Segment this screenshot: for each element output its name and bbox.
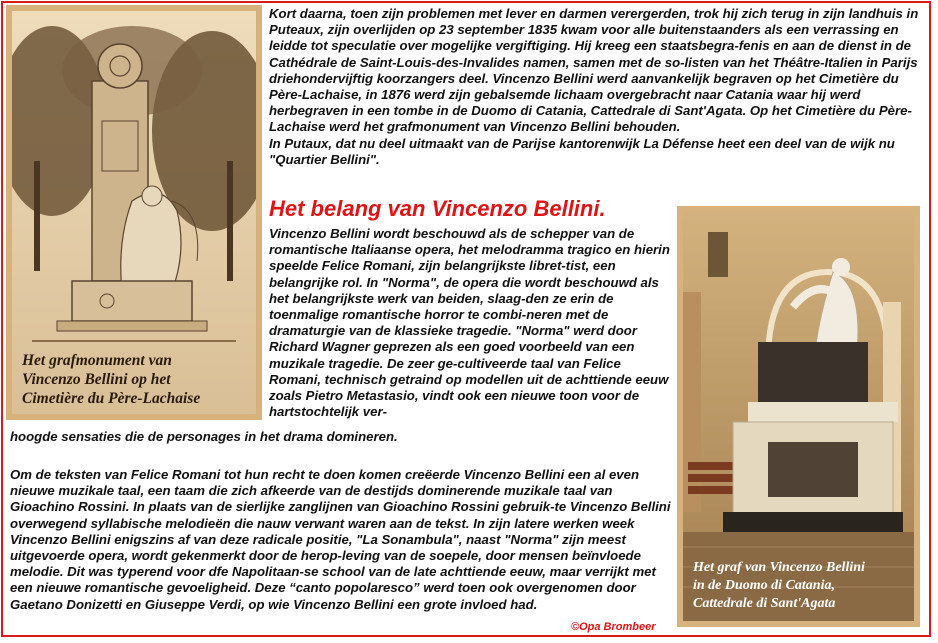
- section-paragraph-1-cont: hoogde sensaties die de personages in het drama domineren.: [10, 429, 398, 444]
- credit-label: ©Opa Brombeer: [571, 621, 656, 633]
- caption-line: Het graf van Vincenzo Bellini: [693, 560, 865, 575]
- caption-line: Het grafmonument van: [22, 352, 172, 369]
- intro-paragraph: [269, 6, 919, 168]
- monument-caption: [12, 351, 256, 408]
- tomb-caption: [683, 559, 914, 613]
- caption-line: in de Duomo di Catania,: [693, 578, 835, 593]
- section-paragraph-1: Vincenzo Bellini wordt beschouwd als de schepper van de romantische Italiaanse opera, het melodramma tragico en hierin speelde Felice Romani, zijn belangrijkste libret-tist, een belangrijke rol. In "Norma", de opera die wordt beschouwd als het belangrijkste werk van beiden, slaag-den ze erin de toenmalige romantische horror te combi-neren met de dramaturgie van de klassieke tragedie. "Norma" werd door Richard Wagner geprezen als een goed voorbeeld van een muzikale tragedie. De zeer ge-cultiveerde taal van Felice Romani, technisch getraind op modellen uit de achttiende eeuw zoals Pietro Metastasio, vindt ook een nieuwe toon voor de hartstochtelijk ver-: [269, 226, 670, 420]
- section-heading: Het belang van Vincenzo Bellini.: [269, 196, 606, 221]
- caption-line: Cattedrale di Sant'Agata: [693, 596, 836, 611]
- monument-photo: [6, 5, 262, 420]
- caption-line: Vincenzo Bellini op het: [22, 371, 171, 388]
- section-paragraph-2: Om de teksten van Felice Romani tot hun recht te doen komen creëerde Vincenzo Bellini een al even nieuwe muzikale taal, een taam die zich afkeerde van de destijds dominerende muzikale taal van Gioachino Rossini. In plaats van de sierlijke zanglijnen van Gioachino Rossini gebruik-te Vincenzo Bellini overwegend syllabische melodieën die nauw verwant waren aan de tekst. In zijn latere werken week Vincenzo Bellini enigszins af van deze radicale positie, "La Sonambula", naast "Norma" zijn meest uitgevoerde opera, wordt gekenmerkt door de herop-leving van de soepele, door mensen beïnvloede melodie. Dit was typerend voor dfe Napolitaan-se school van de late achttiende eeuw, maar verrijkt met een nieuwe romantische gevoeligheid. Deze “canto popolaresco” werd toen ook overgenomen door Gaetano Donizetti en Giuseppe Verdi, op wie Vincenzo Bellini een grote invloed had.: [10, 467, 671, 612]
- caption-line: Cimetière du Père-Lachaise: [22, 390, 201, 407]
- tomb-photo: [677, 206, 920, 627]
- intro-text: Kort daarna, toen zijn problemen met lever en darmen verergerden, trok hij zich terug in zijn landhuis in Puteaux, zijn overlijden op 23 september 1835 kwam voor alle buitenstaanders als een verrassing en leidde tot speculatie over mogelijke vergiftiging. Hij kreeg een staatsbegra-fenis en aan de dienst in de Cathédrale de Saint-Louis-des-Invalides namen, samen met de so-listen van het Théâtre-Italien in Parijs driehondervijftig koorzangers deel. Vincenzo Bellini werd aanvankelijk begraven op het Cimetière du Père-Lachaise, in 1876 werd zijn gebalsemde lichaam overgebracht naar Catania waar hij werd herbegraven in een tombe in de Duomo di Catania, Cattedrale di Sant'Agata. Op het Cimetière du Père-Lachaise werd het grafmonument van Vincenzo Bellini behouden.: [269, 6, 919, 135]
- intro-text-2: In Putaux, dat nu deel uitmaakt van de Parijse kantorenwijk La Défense heet een deel van de wijk nu "Quartier Bellini".: [269, 135, 895, 167]
